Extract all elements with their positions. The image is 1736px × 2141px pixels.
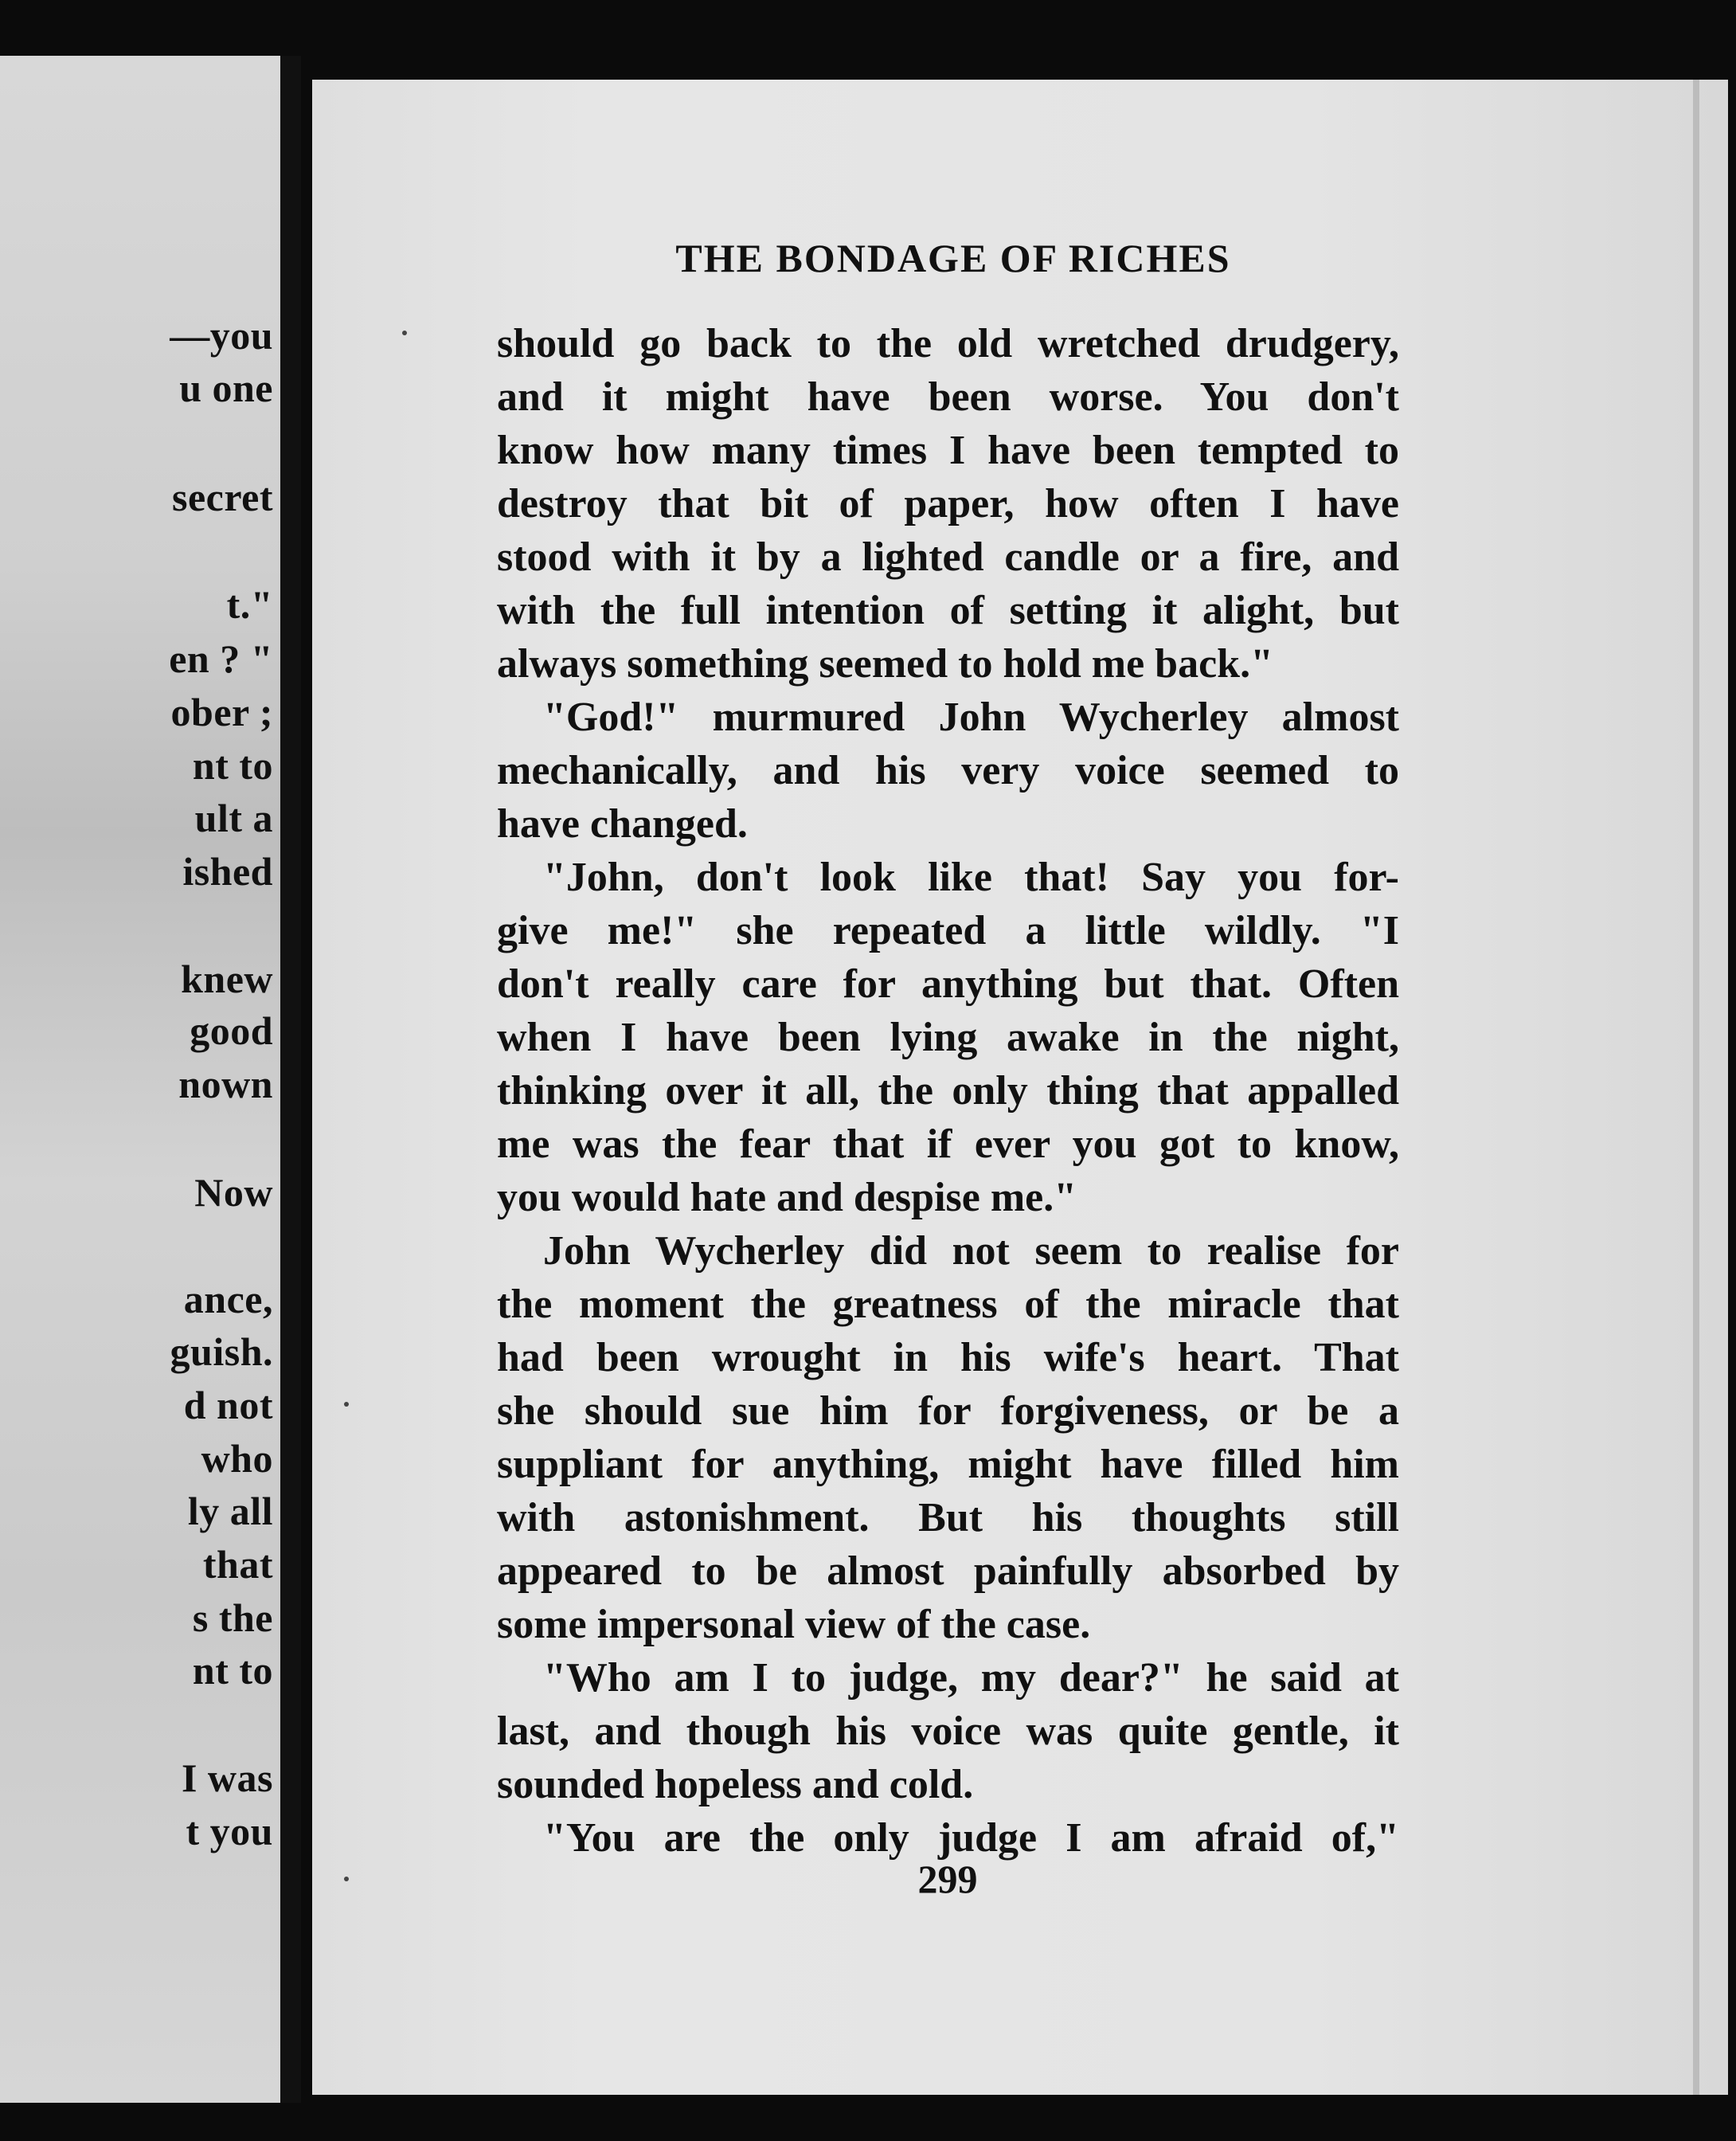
left-page-line: who — [201, 1436, 273, 1481]
text-line: "You are the only judge I am afraid of," — [543, 1815, 1399, 1861]
left-page-line: that — [202, 1542, 273, 1587]
text-line: "God!" murmured John Wycherley almost — [543, 695, 1399, 740]
text-line: don't really care for anything but that. Often — [497, 961, 1399, 1007]
text-line: always something seemed to hold me back." — [497, 641, 1273, 687]
running-head: THE BONDAGE OF RICHES — [675, 236, 1231, 280]
text-line: me was the fear that if ever you got to know, — [497, 1121, 1399, 1167]
left-page-line: nt to — [192, 743, 273, 788]
text-line: appeared to be almost painfully absorbed by — [497, 1548, 1399, 1594]
text-line: thinking over it all, the only thing that appalled — [497, 1068, 1399, 1114]
text-line: stood with it by a lighted candle or a fire, and — [497, 534, 1399, 580]
scan-speck — [344, 1877, 349, 1881]
left-page-line: d not — [183, 1383, 273, 1427]
text-line: "John, don't look like that! Say you for- — [543, 855, 1399, 900]
text-line: destroy that bit of paper, how often I have — [497, 481, 1399, 526]
text-line: the moment the greatness of the miracle that — [497, 1282, 1399, 1327]
text-line: sounded hopeless and cold. — [497, 1762, 974, 1807]
left-page-line: ance, — [183, 1277, 273, 1321]
left-page-line: I was — [181, 1755, 273, 1800]
left-page-line: ober ; — [170, 690, 273, 734]
text-line: and it might have been worse. You don't — [497, 374, 1399, 420]
left-page-line: knew — [181, 957, 273, 1001]
text-line: some impersonal view of the case. — [497, 1602, 1091, 1647]
text-line: suppliant for anything, might have filled him — [497, 1442, 1399, 1487]
text-line: mechanically, and his very voice seemed to — [497, 748, 1399, 793]
left-page-line: nt to — [192, 1648, 273, 1693]
left-page-line: guish. — [170, 1329, 273, 1374]
text-line: last, and though his voice was quite gentle, it — [497, 1708, 1399, 1754]
book-gutter — [280, 56, 301, 2103]
scan-speck — [402, 331, 407, 335]
text-line: have changed. — [497, 801, 748, 847]
left-page-line: en ? " — [169, 636, 273, 681]
body-text — [497, 317, 1399, 1865]
text-line: she should sue him for forgiveness, or be a — [497, 1388, 1399, 1434]
text-line: should go back to the old wretched drudgery, — [497, 321, 1399, 366]
scan-speck — [344, 1402, 349, 1407]
left-page-line: ult a — [194, 796, 273, 840]
left-page-line: —you — [170, 313, 273, 358]
text-line: you would hate and despise me." — [497, 1175, 1077, 1220]
left-page-line: t." — [226, 582, 273, 627]
left-page-line: ly all — [187, 1489, 273, 1533]
text-line: John Wycherley did not seem to realise for — [543, 1228, 1399, 1274]
left-page-line: t you — [186, 1809, 273, 1853]
left-page-line: ished — [182, 849, 273, 894]
left-page-line: u one — [179, 366, 273, 410]
left-page-line: secret — [172, 475, 273, 519]
left-page-line: s the — [192, 1595, 273, 1640]
text-line: with astonishment. But his thoughts still — [497, 1495, 1399, 1540]
left-facing-page — [0, 56, 291, 2103]
text-line: give me!" she repeated a little wildly. "I — [497, 908, 1399, 953]
text-line: had been wrought in his wife's heart. That — [497, 1335, 1399, 1380]
text-line: know how many times I have been tempted to — [497, 428, 1399, 473]
text-line: "Who am I to judge, my dear?" he said at — [543, 1655, 1399, 1701]
page-number: 299 — [917, 1857, 978, 1901]
text-line: with the full intention of setting it alight, but — [497, 588, 1399, 633]
left-page-line: Now — [194, 1170, 273, 1215]
left-page-line: good — [190, 1008, 273, 1053]
page-edge — [1693, 80, 1699, 2095]
left-page-line: nown — [178, 1062, 273, 1106]
text-line: when I have been lying awake in the night, — [497, 1015, 1399, 1060]
